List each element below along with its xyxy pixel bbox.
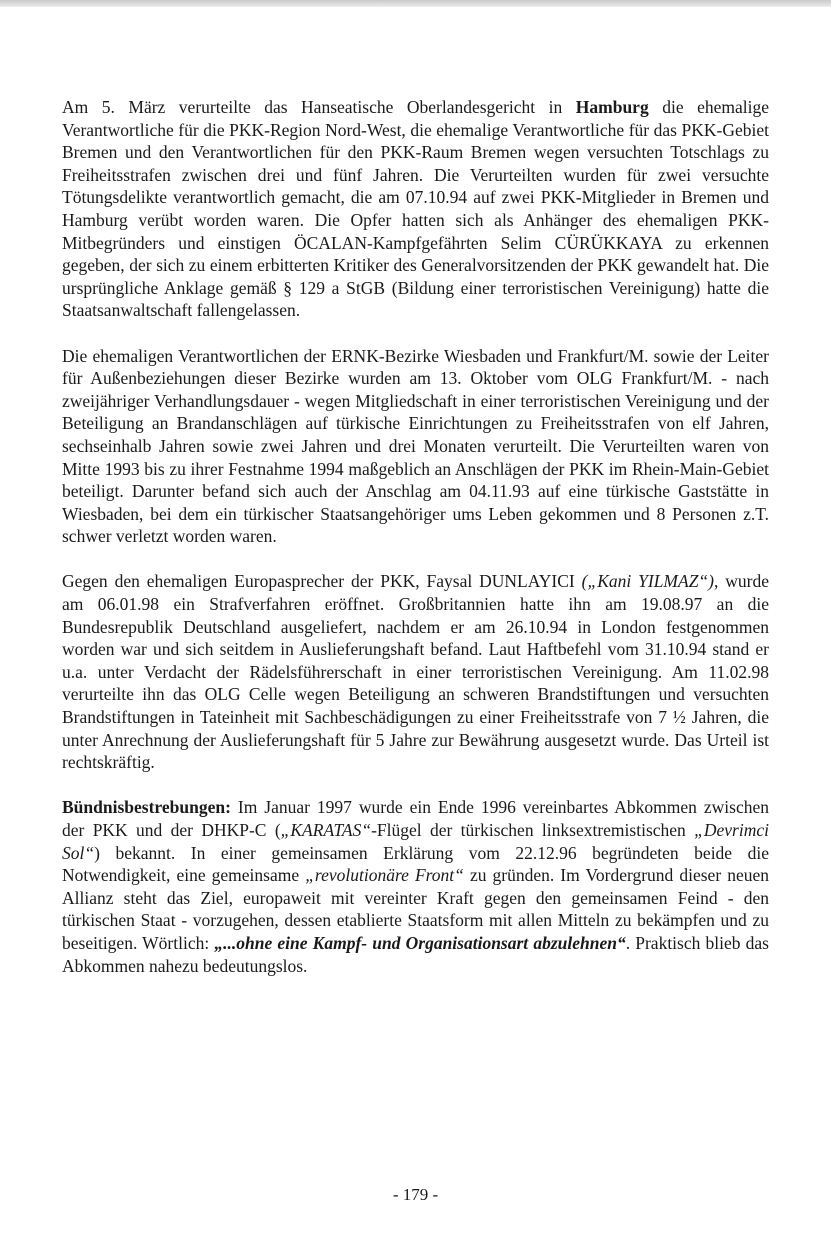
paragraph-alliance-efforts [62, 796, 769, 977]
text-run: Die ehemaligen Verantwortlichen der ERNK-Bezirke Wiesbaden und Frankfurt/M. sowie der Leiter für Außenbeziehungen dieser Bezirke wurden am 13. Oktober vom OLG Frankfurt/M. - nach zweijähriger Verhandlungsdauer - wegen Mitgliedschaft in einer terroristischen Vereinigung und der Beteiligung an Brandanschlägen auf türkische Einrichtungen zu Freiheitsstrafen von elf Jahren, sechseinhalb Jahren sowie zwei Jahren und drei Monaten verurteilt. Die Verurteilten waren von Mitte 1993 bis zu ihrer Festnahme 1994 maßgeblich an Anschlägen der PKK im Rhein-Main-Gebiet beteiligt. Darunter befand sich auch der Anschlag am 04.11.93 auf eine türkische Gaststätte in Wiesbaden, bei dem ein türkischer Staatsangehöriger ums Leben gekommen und 8 Personen z.T. schwer verletzt worden waren. [62, 345, 769, 547]
paragraph-hamburg-verdict [62, 96, 769, 322]
text-run: Am 5. März verurteilte das Hanseatische Oberlandesgericht in [62, 97, 576, 117]
text-run: -Flügel der türkischen linksextremistischen [371, 820, 695, 840]
italic-term: „KARATAS“ [280, 820, 372, 840]
bold-italic-quote: „...ohne eine Kampf- und Organisationsart abzulehnen“ [214, 932, 626, 953]
section-heading: Bündnisbestrebungen: [62, 797, 231, 818]
bold-city-name: Hamburg [575, 97, 649, 117]
text-run: Gegen den ehemaligen Europasprecher der PKK, Faysal DUNLAYICI [62, 571, 582, 592]
italic-term: „Devrimci Sol“ [62, 820, 769, 863]
text-run: die ehemalige Verantwortliche für die PKK-Region Nord-West, die ehemalige Verantwortliche für das PKK-Gebiet Bremen und den Verantwortlichen für den PKK-Raum Bremen wegen versuchten Totschlags zu Freiheitsstrafen zwischen drei und fünf Jahren. Die Verurteilten wurden für zwei versuchte Tötungsdelikte verantwortlich gemacht, die am 07.10.94 auf zwei PKK-Mitglieder in Bremen und Hamburg verübt worden waren. Die Opfer hatten sich als Anhänger des ehemaligen PKK-Mitbegründers und einstigen ÖCALAN-Kampfgefährten Selim CÜRÜKKAYA zu erkennen gegeben, der sich zu einem erbitterten Kritiker des Generalvorsitzenden der PKK gewandelt hat. Die ursprüngliche Anklage gemäß § 129 a StGB (Bildung einer terroristischen Vereinigung) hatte die Staatsanwaltschaft fallengelassen. [62, 97, 769, 321]
text-run: . Praktisch blieb das Abkommen nahezu bedeutungslos. [62, 932, 769, 976]
italic-alias: („Kani YILMAZ“) [581, 571, 714, 592]
page-number: - 179 - [392, 1185, 439, 1204]
text-run: Im Januar 1997 wurde ein Ende 1996 vereinbartes Abkommen zwischen der PKK und der DHKP-C ( [62, 797, 769, 840]
text-run: , wurde am 06.01.98 ein Strafverfahren eröffnet. Großbritannien hatte ihn am 19.08.97 an die Bundesrepublik Deutschland ausgeliefert, nachdem er am 26.10.94 in London festgenommen worden war und sich seitdem in Auslieferungshaft befand. Laut Haftbefehl vom 31.10.94 stand er u.a. unter Verdacht der Rädelsführerschaft in einer terroristischen Vereinigung. Am 11.02.98 verurteilte ihn das OLG Celle wegen Beteiligung an schweren Brandstiftungen und versuchten Brandstiftungen in Tateinheit mit Sachbeschädigungen zu einer Freiheitsstrafe von 7 ½ Jahren, die unter Anrechnung der Auslieferungshaft für 5 Jahre zur Bewährung ausgesetzt wurde. Das Urteil ist rechtskräftig. [62, 571, 770, 773]
paragraph-frankfurt-verdict [62, 345, 769, 548]
top-border-rule [0, 0, 831, 7]
text-run: ) bekannt. In einer gemeinsamen Erklärung vom 22.12.96 begründeten beide die Notwendigkeit, eine gemeinsame [62, 842, 769, 886]
italic-term: „revolutionäre Front“ [305, 865, 464, 886]
paragraph-dunlayici-case [62, 570, 769, 773]
document-body [62, 96, 769, 977]
text-run: zu gründen. Im Vordergrund dieser neuen Allianz steht das Ziel, europaweit mit vereinter Kraft gegen den gemeinsamen Feind - den türkischen Staat - vorzugehen, dessen etablierte Staatsform mit allen Mitteln zu bekämpfen und zu beseitigen. Wörtlich: [62, 865, 770, 953]
